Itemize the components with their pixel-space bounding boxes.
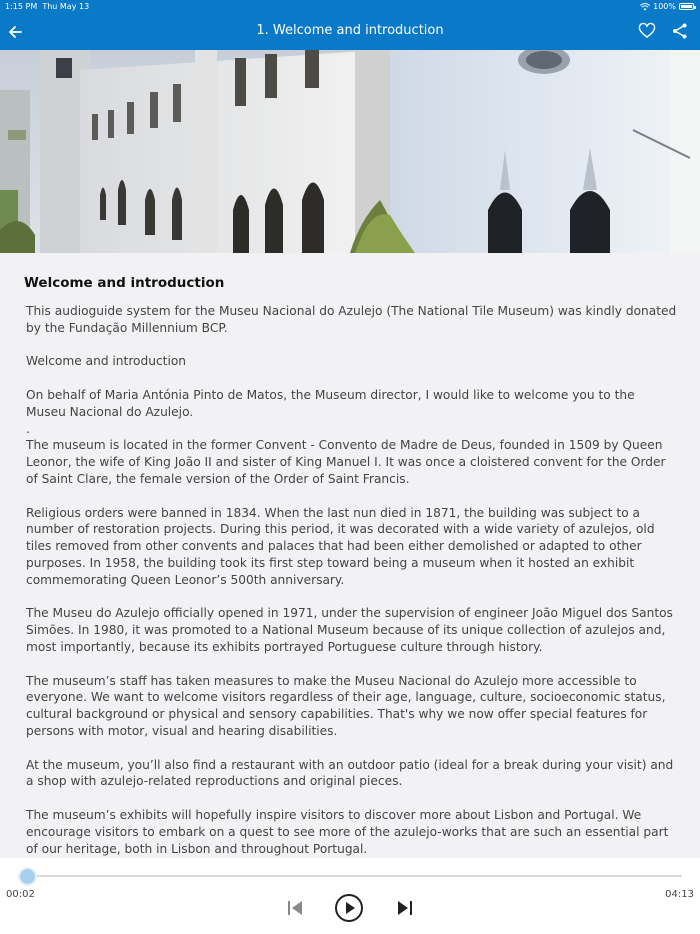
page-title: 1. Welcome and introduction xyxy=(256,23,444,38)
share-icon[interactable] xyxy=(671,22,689,40)
article-paragraph: . xyxy=(26,421,30,436)
article-paragraph: On behalf of Maria Antónia Pinto de Matos, the Museum director, I would like to welcome you to the Museu Nacional do Azulejo. xyxy=(26,387,635,419)
article-paragraph: Religious orders were banned in 1834. When the last nun died in 1871, the building was subject to a number of restoration projects. During this period, it was decorated with a wide variety of azulejos, old tiles removed from other convents and palaces that had been either demolished or adapted to other purposes. In 1958, the building took its first step toward being a museum when it hosted an exhibit commemorating Queen Leonor’s 500th anniversary. xyxy=(26,505,655,587)
previous-track-icon[interactable] xyxy=(284,897,306,919)
hero-image xyxy=(0,50,700,253)
heart-icon[interactable] xyxy=(638,22,656,40)
navigation-bar xyxy=(0,13,700,50)
progress-track[interactable] xyxy=(18,875,682,877)
article-paragraph: The museum is located in the former Convent - Convento de Madre de Deus, founded in 1509 by Queen Leonor, the wife of King João II and sister of King Manuel I. It was once a cloistered convent for the Order of Saint Clare, the female version of the Order of Saint Francis. xyxy=(26,438,666,486)
progress-knob[interactable] xyxy=(18,867,37,886)
article-paragraph: This audioguide system for the Museu Nacional do Azulejo (The National Tile Museum) was kindly donated by the Fundação Millennium BCP. xyxy=(26,304,677,335)
article-paragraph: At the museum, you’ll also find a restaurant with an outdoor patio (ideal for a break during your visit) and a shop with azulejo-related reproductions and original pieces. xyxy=(26,757,674,789)
audio-player xyxy=(0,858,700,934)
status-right xyxy=(640,0,694,13)
article-content xyxy=(0,253,700,858)
article-body xyxy=(26,303,678,874)
battery-icon xyxy=(679,3,694,10)
battery-percent: 100% xyxy=(653,2,676,11)
article-paragraph: The Museu do Azulejo officially opened in 1971, under the supervision of engineer João Miguel dos Santos Simões. In 1980, it was promoted to a National Museum because of its unique collection of azulejos and, most importantly, because its exhibits portrayed Portuguese culture through history. xyxy=(26,606,673,654)
status-time: 1:15 PM xyxy=(5,2,38,11)
status-time-date xyxy=(5,0,89,13)
article-paragraph: The museum’s exhibits will hopefully inspire visitors to discover more about Lisbon and Portugal. We encourage visitors to embark on a quest to see more of the azulejo-works that are such an essential part of our heritage, both in Lisbon and throughout Portugal. xyxy=(26,807,669,856)
wifi-icon xyxy=(640,3,650,11)
article-heading: Welcome and introduction xyxy=(24,275,225,291)
article-paragraph: Welcome and introduction xyxy=(26,354,187,369)
next-track-icon[interactable] xyxy=(394,897,416,919)
article-paragraph: The museum’s staff has taken measures to make the Museu Nacional do Azulejo more accessible to everyone. We want to welcome visitors regardless of their age, language, culture, socioeconomic status, cultural background or physical and sensory capabilities. That's why we now offer special features for persons with motor, visual and hearing disabilities. xyxy=(26,673,666,738)
museum-building-illustration xyxy=(0,50,700,253)
status-date: Thu May 13 xyxy=(42,2,90,11)
play-icon[interactable] xyxy=(334,893,364,923)
current-time: 00:02 xyxy=(6,889,35,900)
status-bar xyxy=(0,0,700,13)
duration-time: 04:13 xyxy=(665,889,694,900)
